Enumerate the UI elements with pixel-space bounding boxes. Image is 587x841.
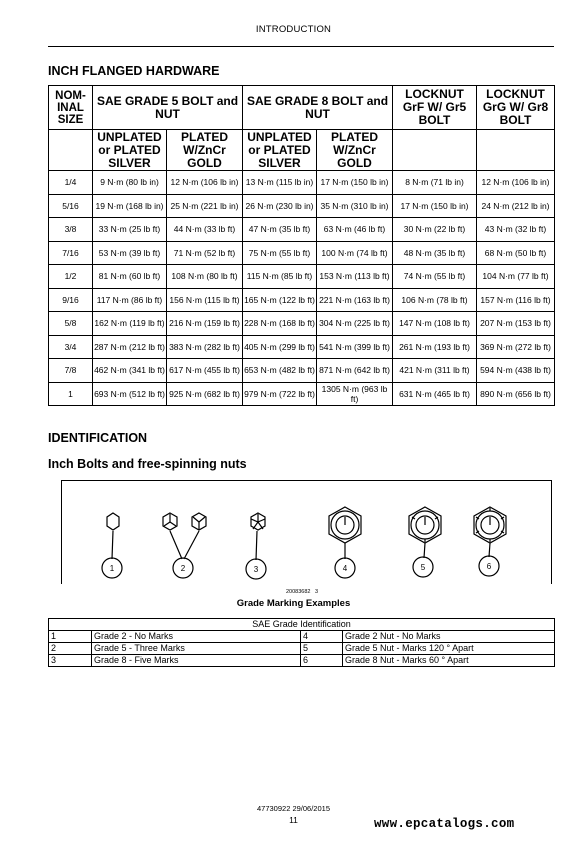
torque-cell: 156 N·m (115 lb ft) [167, 288, 243, 312]
subheader-g5-plated: PLATED W/ZnCr GOLD [167, 130, 243, 171]
header-rule [48, 46, 554, 47]
grade-description-cell: Grade 2 - No Marks [92, 631, 301, 643]
torque-cell: 165 N·m (122 lb ft) [243, 288, 317, 312]
table-row [49, 359, 555, 383]
torque-cell: 462 N·m (341 lb ft) [93, 359, 167, 383]
torque-cell: 421 N·m (311 lb ft) [393, 359, 477, 383]
grade-table-title: SAE Grade Identification [49, 619, 555, 631]
callout-4: 4 [342, 564, 348, 573]
nominal-size-cell: 5/16 [49, 194, 93, 218]
torque-cell: 653 N·m (482 lb ft) [243, 359, 317, 383]
subheader-g8-plated: PLATED W/ZnCr GOLD [317, 130, 393, 171]
torque-cell: 890 N·m (656 lb ft) [477, 382, 555, 406]
grade-marking-drawing [62, 481, 553, 585]
torque-cell: 12 N·m (106 lb in) [167, 171, 243, 195]
torque-cell: 104 N·m (77 lb ft) [477, 265, 555, 289]
grade-number-cell: 1 [49, 631, 92, 643]
table-row [49, 288, 555, 312]
table-row [49, 643, 555, 655]
torque-cell: 33 N·m (25 lb ft) [93, 218, 167, 242]
nominal-size-cell: 9/16 [49, 288, 93, 312]
nut-grade-8-icon [474, 507, 506, 543]
subheader-g8-unplated: UNPLATED or PLATED SILVER [243, 130, 317, 171]
table-row [49, 194, 555, 218]
table-row [49, 335, 555, 359]
table-row [49, 631, 555, 643]
torque-cell: 17 N·m (150 lb in) [393, 194, 477, 218]
torque-cell: 221 N·m (163 lb ft) [317, 288, 393, 312]
grade-number-cell: 4 [301, 631, 343, 643]
nominal-size-cell: 3/4 [49, 335, 93, 359]
torque-cell: 115 N·m (85 lb ft) [243, 265, 317, 289]
torque-cell: 108 N·m (80 lb ft) [167, 265, 243, 289]
torque-cell: 383 N·m (282 lb ft) [167, 335, 243, 359]
torque-cell: 81 N·m (60 lb ft) [93, 265, 167, 289]
subheader-g5-unplated: UNPLATED or PLATED SILVER [93, 130, 167, 171]
torque-cell: 147 N·m (108 lb ft) [393, 312, 477, 336]
torque-cell: 631 N·m (465 lb ft) [393, 382, 477, 406]
figure-caption: Grade Marking Examples [236, 598, 351, 609]
torque-cell: 12 N·m (106 lb in) [477, 171, 555, 195]
table-row [49, 382, 555, 406]
bolt-head-grade-2-icon [107, 513, 119, 530]
torque-cell: 74 N·m (55 lb ft) [393, 265, 477, 289]
torque-cell: 43 N·m (32 lb ft) [477, 218, 555, 242]
torque-cell: 106 N·m (78 lb ft) [393, 288, 477, 312]
header-locknut-grg: LOCKNUT GrG W/ Gr8 BOLT [477, 86, 555, 130]
torque-cell: 925 N·m (682 lb ft) [167, 382, 243, 406]
table-row [49, 218, 555, 242]
torque-cell: 216 N·m (159 lb ft) [167, 312, 243, 336]
torque-cell: 304 N·m (225 lb ft) [317, 312, 393, 336]
torque-cell: 162 N·m (119 lb ft) [93, 312, 167, 336]
torque-cell: 44 N·m (33 lb ft) [167, 218, 243, 242]
torque-cell: 871 N·m (642 lb ft) [317, 359, 393, 383]
torque-cell: 228 N·m (168 lb ft) [243, 312, 317, 336]
header-blank [393, 130, 477, 171]
torque-cell: 25 N·m (221 lb in) [167, 194, 243, 218]
header-nominal-size: NOM- INAL SIZE [49, 86, 93, 130]
torque-cell: 68 N·m (50 lb ft) [477, 241, 555, 265]
table-row [49, 312, 555, 336]
torque-cell: 63 N·m (46 lb ft) [317, 218, 393, 242]
header-sae-grade-5: SAE GRADE 5 BOLT and NUT [93, 86, 243, 130]
grade-description-cell: Grade 5 - Three Marks [92, 643, 301, 655]
torque-cell: 75 N·m (55 lb ft) [243, 241, 317, 265]
grade-description-cell: Grade 8 Nut - Marks 60 ° Apart [343, 655, 555, 667]
hardware-torque-table [48, 85, 555, 406]
sae-grade-identification-table [48, 618, 555, 667]
identification-subtitle: Inch Bolts and free-spinning nuts [48, 457, 247, 471]
torque-cell: 17 N·m (150 lb in) [317, 171, 393, 195]
nominal-size-cell: 1/2 [49, 265, 93, 289]
torque-cell: 594 N·m (438 lb ft) [477, 359, 555, 383]
torque-cell: 30 N·m (22 lb ft) [393, 218, 477, 242]
table-row [49, 655, 555, 667]
torque-cell: 617 N·m (455 lb ft) [167, 359, 243, 383]
torque-cell: 153 N·m (113 lb ft) [317, 265, 393, 289]
header-blank [49, 130, 93, 171]
torque-cell: 19 N·m (168 lb in) [93, 194, 167, 218]
torque-cell: 47 N·m (35 lb ft) [243, 218, 317, 242]
torque-cell: 979 N·m (722 lb ft) [243, 382, 317, 406]
torque-cell: 261 N·m (193 lb ft) [393, 335, 477, 359]
torque-cell: 9 N·m (80 lb in) [93, 171, 167, 195]
torque-cell: 13 N·m (115 lb in) [243, 171, 317, 195]
nominal-size-cell: 1/4 [49, 171, 93, 195]
torque-cell: 287 N·m (212 lb ft) [93, 335, 167, 359]
page-header-title: INTRODUCTION [255, 24, 332, 35]
section-title: INCH FLANGED HARDWARE [48, 64, 220, 78]
grade-number-cell: 2 [49, 643, 92, 655]
callout-5: 5 [420, 563, 426, 572]
header-blank [477, 130, 555, 171]
callout-3: 3 [253, 565, 259, 574]
torque-cell: 48 N·m (35 lb ft) [393, 241, 477, 265]
grade-description-cell: Grade 5 Nut - Marks 120 ° Apart [343, 643, 555, 655]
grade-number-cell: 6 [301, 655, 343, 667]
figure-code: 20083682 3 [286, 589, 319, 595]
torque-cell: 157 N·m (116 lb ft) [477, 288, 555, 312]
footer-page-number: 11 [289, 815, 298, 825]
torque-cell: 541 N·m (399 lb ft) [317, 335, 393, 359]
header-locknut-grf: LOCKNUT GrF W/ Gr5 BOLT [393, 86, 477, 130]
torque-cell: 71 N·m (52 lb ft) [167, 241, 243, 265]
torque-cell: 207 N·m (153 lb ft) [477, 312, 555, 336]
torque-cell: 117 N·m (86 lb ft) [93, 288, 167, 312]
nominal-size-cell: 3/8 [49, 218, 93, 242]
torque-cell: 1305 N·m (963 lb ft) [317, 382, 393, 406]
callout-2: 2 [180, 564, 186, 573]
grade-description-cell: Grade 8 - Five Marks [92, 655, 301, 667]
grade-number-cell: 5 [301, 643, 343, 655]
nominal-size-cell: 7/16 [49, 241, 93, 265]
torque-cell: 26 N·m (230 lb in) [243, 194, 317, 218]
torque-cell: 35 N·m (310 lb in) [317, 194, 393, 218]
callout-1: 1 [109, 564, 115, 573]
nut-grade-2-icon [329, 507, 361, 543]
callout-6: 6 [486, 562, 492, 571]
grade-marking-figure [61, 480, 552, 584]
watermark: www.epcatalogs.com [374, 817, 515, 831]
header-sae-grade-8: SAE GRADE 8 BOLT and NUT [243, 86, 393, 130]
table-row [49, 265, 555, 289]
torque-cell: 100 N·m (74 lb ft) [317, 241, 393, 265]
identification-title: IDENTIFICATION [48, 431, 148, 445]
torque-cell: 369 N·m (272 lb ft) [477, 335, 555, 359]
grade-description-cell: Grade 2 Nut - No Marks [343, 631, 555, 643]
nut-grade-5-icon [409, 507, 441, 543]
torque-cell: 24 N·m (212 lb in) [477, 194, 555, 218]
torque-cell: 693 N·m (512 lb ft) [93, 382, 167, 406]
torque-cell: 8 N·m (71 lb in) [393, 171, 477, 195]
table-row [49, 171, 555, 195]
table-row [49, 241, 555, 265]
nominal-size-cell: 1 [49, 382, 93, 406]
grade-number-cell: 3 [49, 655, 92, 667]
bolt-head-grade-5-icon [163, 513, 206, 530]
torque-cell: 405 N·m (299 lb ft) [243, 335, 317, 359]
footer-doc-id: 47730922 29/06/2015 [257, 804, 330, 813]
torque-cell: 53 N·m (39 lb ft) [93, 241, 167, 265]
bolt-head-grade-8-icon [251, 513, 265, 530]
nominal-size-cell: 5/8 [49, 312, 93, 336]
nominal-size-cell: 7/8 [49, 359, 93, 383]
